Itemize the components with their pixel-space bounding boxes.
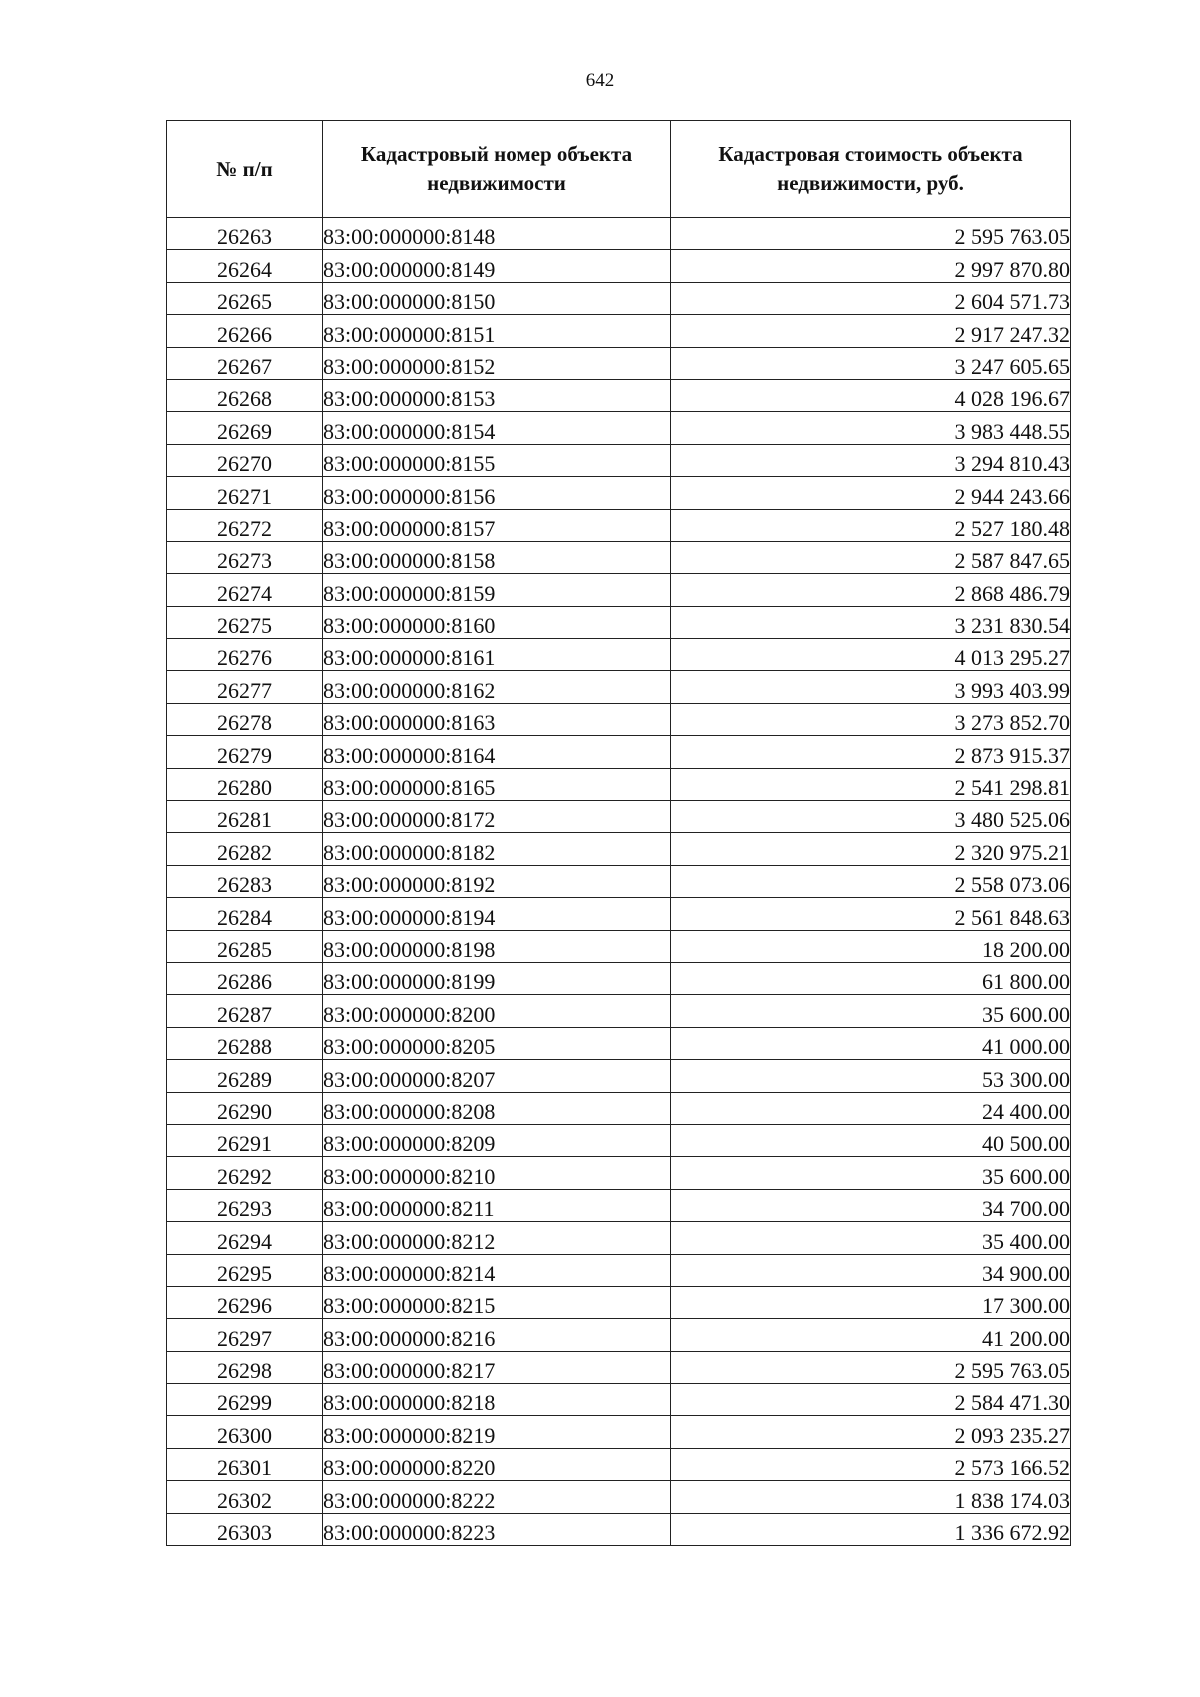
row-number-cell: 26266 (167, 315, 323, 347)
cadastral-value-cell: 4 013 295.27 (671, 639, 1071, 671)
table-row (167, 1513, 1071, 1545)
cadastral-value-cell: 34 900.00 (671, 1254, 1071, 1286)
row-number-cell: 26296 (167, 1286, 323, 1318)
table-row (167, 1351, 1071, 1383)
row-number-cell: 26293 (167, 1189, 323, 1221)
table-row (167, 218, 1071, 250)
cadastral-number-cell: 83:00:000000:8150 (323, 282, 671, 314)
cadastral-value-cell: 2 558 073.06 (671, 865, 1071, 897)
cadastral-value-cell: 35 600.00 (671, 995, 1071, 1027)
cadastral-number-cell: 83:00:000000:8165 (323, 768, 671, 800)
table-row (167, 671, 1071, 703)
cadastral-number-cell: 83:00:000000:8222 (323, 1481, 671, 1513)
cadastral-value-cell: 2 595 763.05 (671, 218, 1071, 250)
row-number-cell: 26287 (167, 995, 323, 1027)
cadastral-number-cell: 83:00:000000:8194 (323, 898, 671, 930)
table-row (167, 315, 1071, 347)
table-row (167, 703, 1071, 735)
row-number-cell: 26289 (167, 1060, 323, 1092)
cadastral-value-cell: 3 993 403.99 (671, 671, 1071, 703)
table-row (167, 574, 1071, 606)
table-row (167, 639, 1071, 671)
row-number-cell: 26272 (167, 509, 323, 541)
cadastral-value-cell: 2 868 486.79 (671, 574, 1071, 606)
cadastral-value-cell: 24 400.00 (671, 1092, 1071, 1124)
table-row (167, 444, 1071, 476)
cadastral-value-cell: 2 595 763.05 (671, 1351, 1071, 1383)
cadastral-number-cell: 83:00:000000:8149 (323, 250, 671, 282)
row-number-cell: 26294 (167, 1222, 323, 1254)
table-row (167, 1027, 1071, 1059)
table-row (167, 736, 1071, 768)
table-row (167, 1060, 1071, 1092)
cadastral-value-cell: 4 028 196.67 (671, 379, 1071, 411)
cadastral-value-cell: 40 500.00 (671, 1124, 1071, 1156)
table-row (167, 1286, 1071, 1318)
cadastral-number-cell: 83:00:000000:8148 (323, 218, 671, 250)
cadastral-value-cell: 1 838 174.03 (671, 1481, 1071, 1513)
table-row (167, 1092, 1071, 1124)
cadastral-number-cell: 83:00:000000:8182 (323, 833, 671, 865)
table-body (167, 218, 1071, 1546)
row-number-cell: 26290 (167, 1092, 323, 1124)
cadastral-value-cell: 2 944 243.66 (671, 477, 1071, 509)
row-number-cell: 26276 (167, 639, 323, 671)
cadastral-value-cell: 2 527 180.48 (671, 509, 1071, 541)
cadastral-number-cell: 83:00:000000:8212 (323, 1222, 671, 1254)
table-row (167, 541, 1071, 573)
table-row (167, 412, 1071, 444)
cadastral-value-cell: 3 480 525.06 (671, 801, 1071, 833)
row-number-cell: 26292 (167, 1157, 323, 1189)
cadastral-value-cell: 3 294 810.43 (671, 444, 1071, 476)
row-number-cell: 26270 (167, 444, 323, 476)
table-row (167, 606, 1071, 638)
cadastral-number-cell: 83:00:000000:8162 (323, 671, 671, 703)
row-number-cell: 26263 (167, 218, 323, 250)
row-number-cell: 26285 (167, 930, 323, 962)
table-row (167, 995, 1071, 1027)
cadastral-number-cell: 83:00:000000:8216 (323, 1319, 671, 1351)
cadastral-number-cell: 83:00:000000:8210 (323, 1157, 671, 1189)
cadastral-value-table (166, 120, 1071, 1546)
cadastral-value-cell: 61 800.00 (671, 962, 1071, 994)
cadastral-number-cell: 83:00:000000:8161 (323, 639, 671, 671)
row-number-cell: 26300 (167, 1416, 323, 1448)
cadastral-number-cell: 83:00:000000:8199 (323, 962, 671, 994)
table-row (167, 1222, 1071, 1254)
table-row (167, 768, 1071, 800)
cadastral-number-cell: 83:00:000000:8200 (323, 995, 671, 1027)
table-row (167, 1448, 1071, 1480)
row-number-cell: 26267 (167, 347, 323, 379)
row-number-cell: 26277 (167, 671, 323, 703)
cadastral-number-cell: 83:00:000000:8218 (323, 1384, 671, 1416)
cadastral-number-cell: 83:00:000000:8217 (323, 1351, 671, 1383)
page-number: 642 (585, 70, 615, 91)
header-row-number: № п/п (167, 121, 323, 218)
cadastral-number-cell: 83:00:000000:8159 (323, 574, 671, 606)
row-number-cell: 26301 (167, 1448, 323, 1480)
cadastral-value-cell: 2 917 247.32 (671, 315, 1071, 347)
cadastral-value-cell: 3 231 830.54 (671, 606, 1071, 638)
row-number-cell: 26264 (167, 250, 323, 282)
table-row (167, 1189, 1071, 1221)
cadastral-number-cell: 83:00:000000:8163 (323, 703, 671, 735)
table-row (167, 250, 1071, 282)
cadastral-number-cell: 83:00:000000:8157 (323, 509, 671, 541)
cadastral-number-cell: 83:00:000000:8207 (323, 1060, 671, 1092)
cadastral-number-cell: 83:00:000000:8209 (323, 1124, 671, 1156)
cadastral-number-cell: 83:00:000000:8214 (323, 1254, 671, 1286)
cadastral-number-cell: 83:00:000000:8219 (323, 1416, 671, 1448)
cadastral-value-cell: 3 247 605.65 (671, 347, 1071, 379)
table-row (167, 1481, 1071, 1513)
row-number-cell: 26302 (167, 1481, 323, 1513)
row-number-cell: 26288 (167, 1027, 323, 1059)
row-number-cell: 26291 (167, 1124, 323, 1156)
cadastral-value-cell: 18 200.00 (671, 930, 1071, 962)
table-row (167, 477, 1071, 509)
cadastral-value-cell: 3 273 852.70 (671, 703, 1071, 735)
cadastral-value-cell: 2 873 915.37 (671, 736, 1071, 768)
header-cadastral-number: Кадастровый номер объекта недвижимости (323, 121, 671, 218)
table-row (167, 801, 1071, 833)
row-number-cell: 26298 (167, 1351, 323, 1383)
cadastral-number-cell: 83:00:000000:8192 (323, 865, 671, 897)
cadastral-value-cell: 17 300.00 (671, 1286, 1071, 1318)
table-row (167, 1319, 1071, 1351)
cadastral-number-cell: 83:00:000000:8208 (323, 1092, 671, 1124)
cadastral-value-cell: 2 541 298.81 (671, 768, 1071, 800)
header-cadastral-value: Кадастровая стоимость объекта недвижимости, руб. (671, 121, 1071, 218)
row-number-cell: 26281 (167, 801, 323, 833)
cadastral-value-cell: 2 093 235.27 (671, 1416, 1071, 1448)
row-number-cell: 26268 (167, 379, 323, 411)
row-number-cell: 26286 (167, 962, 323, 994)
row-number-cell: 26271 (167, 477, 323, 509)
row-number-cell: 26303 (167, 1513, 323, 1545)
cadastral-number-cell: 83:00:000000:8215 (323, 1286, 671, 1318)
cadastral-number-cell: 83:00:000000:8164 (323, 736, 671, 768)
table-row (167, 509, 1071, 541)
row-number-cell: 26273 (167, 541, 323, 573)
cadastral-value-cell: 35 400.00 (671, 1222, 1071, 1254)
row-number-cell: 26279 (167, 736, 323, 768)
table-row (167, 930, 1071, 962)
cadastral-number-cell: 83:00:000000:8153 (323, 379, 671, 411)
row-number-cell: 26280 (167, 768, 323, 800)
row-number-cell: 26282 (167, 833, 323, 865)
table-row (167, 1416, 1071, 1448)
table-row (167, 962, 1071, 994)
row-number-cell: 26297 (167, 1319, 323, 1351)
table-row (167, 898, 1071, 930)
cadastral-value-cell: 2 561 848.63 (671, 898, 1071, 930)
cadastral-value-cell: 2 573 166.52 (671, 1448, 1071, 1480)
table-row (167, 833, 1071, 865)
cadastral-value-cell: 41 000.00 (671, 1027, 1071, 1059)
cadastral-value-cell: 2 584 471.30 (671, 1384, 1071, 1416)
row-number-cell: 26299 (167, 1384, 323, 1416)
row-number-cell: 26274 (167, 574, 323, 606)
row-number-cell: 26269 (167, 412, 323, 444)
row-number-cell: 26265 (167, 282, 323, 314)
table-row (167, 865, 1071, 897)
row-number-cell: 26275 (167, 606, 323, 638)
table-row (167, 1384, 1071, 1416)
cadastral-number-cell: 83:00:000000:8223 (323, 1513, 671, 1545)
cadastral-number-cell: 83:00:000000:8155 (323, 444, 671, 476)
cadastral-number-cell: 83:00:000000:8198 (323, 930, 671, 962)
table-row (167, 282, 1071, 314)
cadastral-value-cell: 41 200.00 (671, 1319, 1071, 1351)
table-row (167, 1157, 1071, 1189)
cadastral-number-cell: 83:00:000000:8154 (323, 412, 671, 444)
cadastral-number-cell: 83:00:000000:8151 (323, 315, 671, 347)
cadastral-number-cell: 83:00:000000:8205 (323, 1027, 671, 1059)
cadastral-number-cell: 83:00:000000:8152 (323, 347, 671, 379)
table-row (167, 1254, 1071, 1286)
cadastral-number-cell: 83:00:000000:8220 (323, 1448, 671, 1480)
table-row (167, 379, 1071, 411)
cadastral-value-cell: 2 587 847.65 (671, 541, 1071, 573)
row-number-cell: 26295 (167, 1254, 323, 1286)
row-number-cell: 26278 (167, 703, 323, 735)
cadastral-number-cell: 83:00:000000:8211 (323, 1189, 671, 1221)
row-number-cell: 26284 (167, 898, 323, 930)
table-row (167, 347, 1071, 379)
cadastral-number-cell: 83:00:000000:8156 (323, 477, 671, 509)
cadastral-value-cell: 53 300.00 (671, 1060, 1071, 1092)
cadastral-number-cell: 83:00:000000:8160 (323, 606, 671, 638)
cadastral-value-cell: 3 983 448.55 (671, 412, 1071, 444)
row-number-cell: 26283 (167, 865, 323, 897)
cadastral-value-cell: 1 336 672.92 (671, 1513, 1071, 1545)
cadastral-value-cell: 2 997 870.80 (671, 250, 1071, 282)
cadastral-value-cell: 34 700.00 (671, 1189, 1071, 1221)
cadastral-number-cell: 83:00:000000:8172 (323, 801, 671, 833)
table-row (167, 1124, 1071, 1156)
cadastral-value-cell: 35 600.00 (671, 1157, 1071, 1189)
table-header-row (167, 121, 1071, 218)
cadastral-value-cell: 2 604 571.73 (671, 282, 1071, 314)
cadastral-number-cell: 83:00:000000:8158 (323, 541, 671, 573)
cadastral-value-cell: 2 320 975.21 (671, 833, 1071, 865)
